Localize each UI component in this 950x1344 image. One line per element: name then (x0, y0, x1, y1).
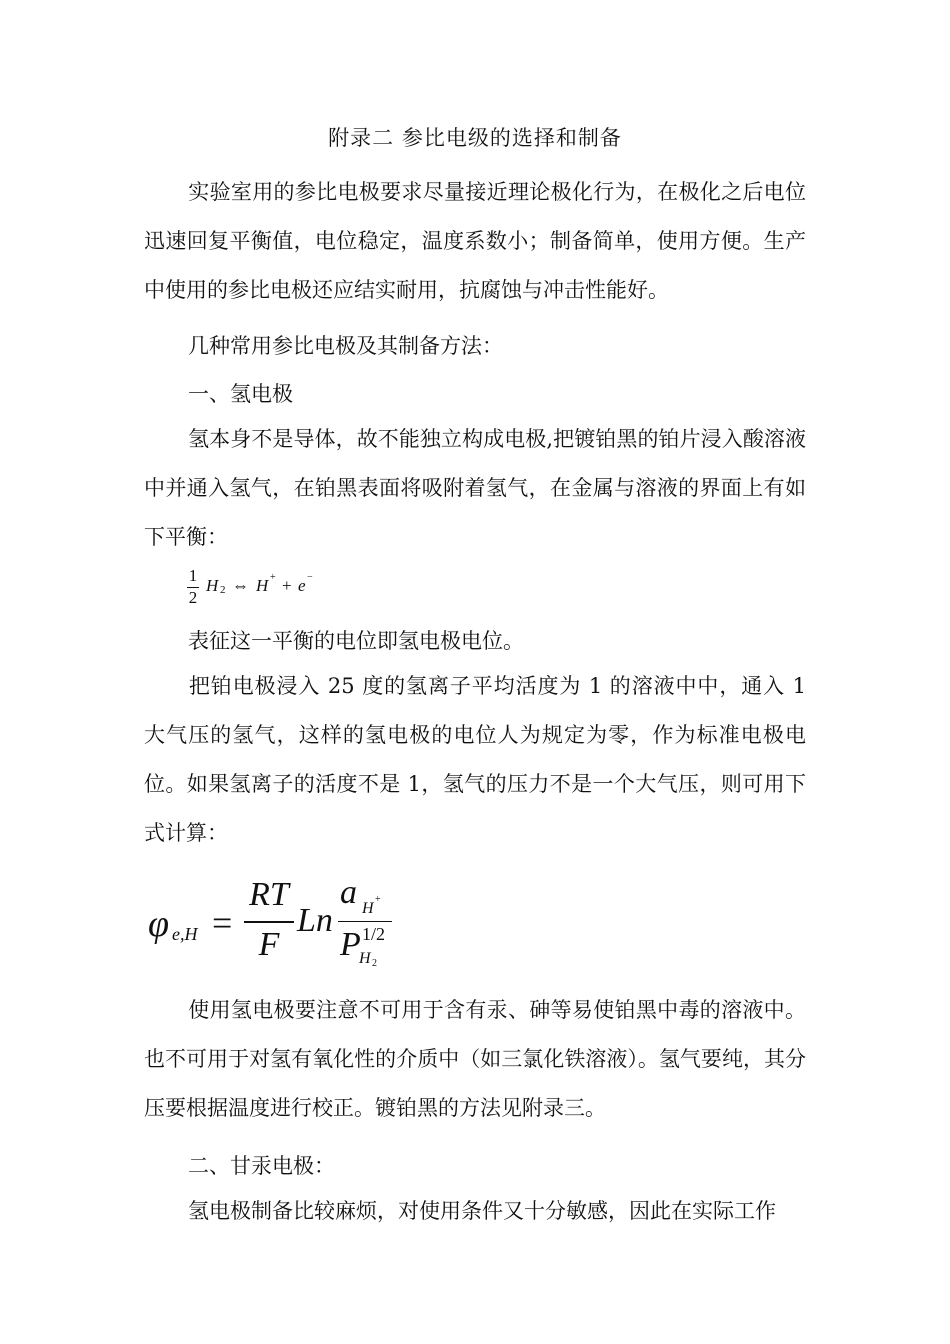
document-page: 附录二 参比电级的选择和制备 实验室用的参比电极要求尽量接近理论极化行为，在极化之后电位迅速回复平衡值，电位稳定，温度系数小；制备简单，使用方便。生产中使用的参比电极还应结实耐用，抗腐蚀与冲击性能好。 几种常用参比电极及其制备方法： 一、氢电极 氢本身不是导体，故不能独立构成电极,把镀铂黑的铂片浸入酸溶液中并通入氢气，在铂黑表面将吸附着氢气，在金属与溶液的界面上有如下平衡： 1 2 H 2 ⇔ H + + e − 表征这一平衡的电位即氢电极电位。 把铂电极浸入 25 度的氢离子平均活度为 1 的溶液中中，通入 1 大气压的氢气，这样的氢电极的电位人为规定为零，作为标准电极电位。如果氢离子的活度不是 1，氢气的压力不是一个大气压，则可用下式计算： φ e,H = RT F Ln a H + P 1/2 H 2 使用氢电极要注意不可用于含有汞、砷等易使铂黑中毒的溶液中。也不可用于对氢有氧化性的介质中（如三氯化铁溶液）。氢气要纯，其分压要根据温度进行校正。镀铂黑的方法见附录三。 二、甘汞电极： 氢电极制备比较麻烦，对使用条件又十分敏感，因此在实际工作 (0, 0, 950, 1344)
page-title: 附录二 参比电级的选择和制备 (328, 126, 622, 150)
paragraph-hydrogen: 氢本身不是导体，故不能独立构成电极,把镀铂黑的铂片浸入酸溶液中并通入氢气，在铂黑表面将吸附着氢气，在金属与溶液的界面上有如下平衡： (144, 427, 806, 549)
paragraph-methods: 几种常用参比电极及其制备方法： (188, 334, 503, 358)
paragraph-intro: 实验室用的参比电极要求尽量接近理论极化行为，在极化之后电位迅速回复平衡值，电位稳定，温度系数小；制备简单，使用方便。生产中使用的参比电极还应结实耐用，抗腐蚀与冲击性能好。 (144, 180, 806, 302)
nernst-equation: φ e,H = RT F Ln a H + P 1/2 H 2 (144, 876, 444, 976)
paragraph-calomel: 氢电极制备比较麻烦，对使用条件又十分敏感，因此在实际工作 (188, 1199, 776, 1223)
section-heading-calomel: 二、甘汞电极： (188, 1154, 335, 1178)
section-heading-hydrogen: 一、氢电极 (188, 382, 293, 406)
paragraph-caution: 使用氢电极要注意不可用于含有汞、砷等易使铂黑中毒的溶液中。也不可用于对氢有氧化性的介质中（如三氯化铁溶液）。氢气要纯，其分压要根据温度进行校正。镀铂黑的方法见附录三。 (144, 998, 806, 1120)
paragraph-standard: 把铂电极浸入 25 度的氢离子平均活度为 1 的溶液中中，通入 1 大气压的氢气，这样的氢电极的电位人为规定为零，作为标准电极电位。如果氢离子的活度不是 1，氢气的压力不是一个大气压，则可用下式计算： (144, 674, 806, 845)
paragraph-potential: 表征这一平衡的电位即氢电极电位。 (188, 629, 524, 653)
